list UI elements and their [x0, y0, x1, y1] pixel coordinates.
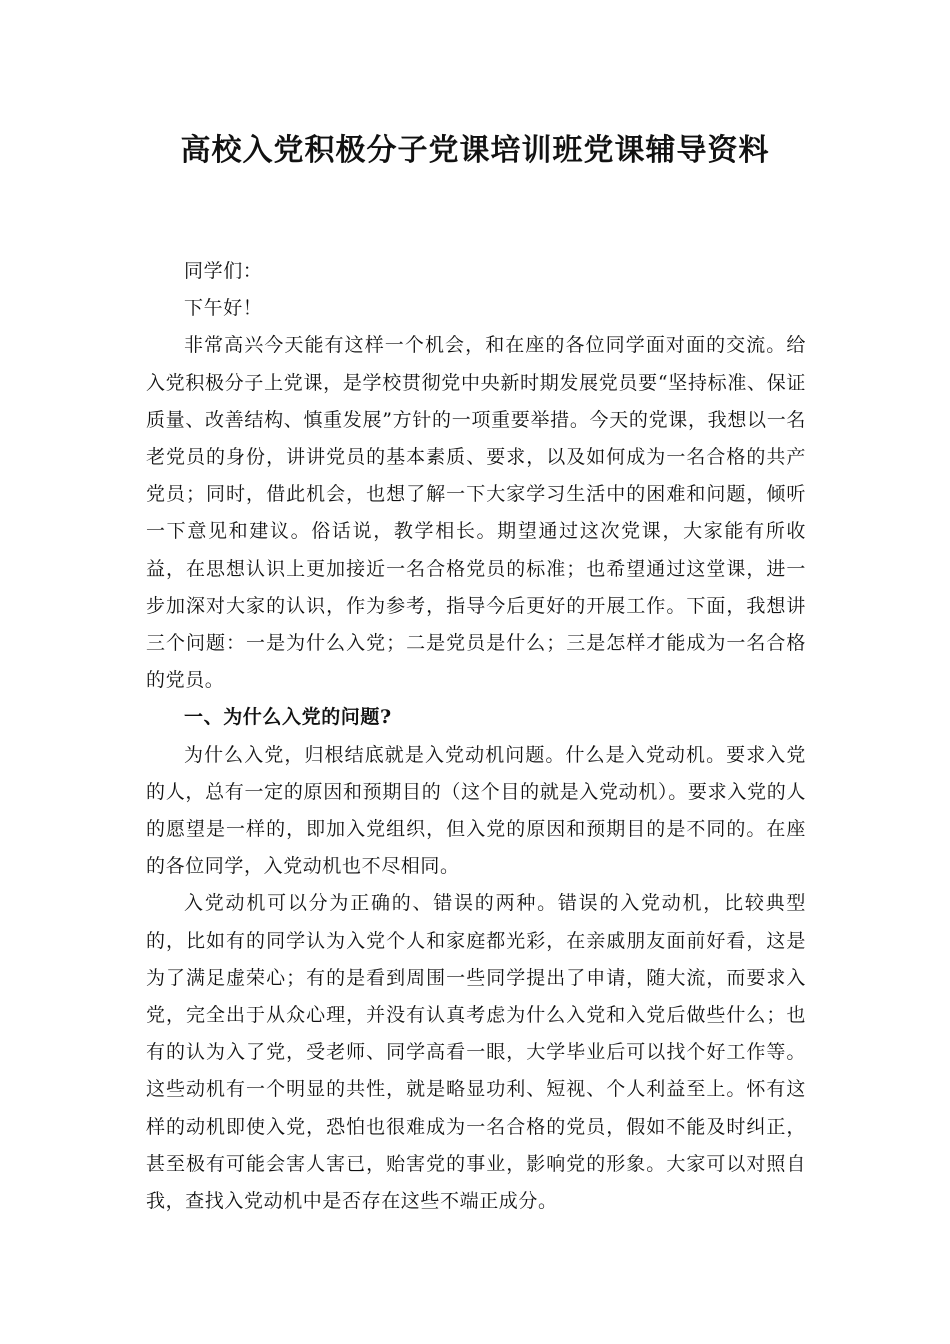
salutation: 下午好！ — [184, 297, 263, 320]
document-body — [146, 253, 806, 1220]
document-title: 高校入党积极分子党课培训班党课辅导资料 — [180, 133, 770, 168]
section-heading: 一、为什么入党的问题? — [184, 706, 392, 729]
section-paragraph: 为什么入党，归根结底就是入党动机问题。什么是入党动机。要求入党的人，总有一定的原因和预期目的（这个目的就是入党动机）。要求入党的人的愿望是一样的，即加入党组织，但入党的原因和预期目的是不同的。在座的各位同学，入党动机也不尽相同。 — [146, 743, 806, 878]
greeting: 同学们： — [184, 260, 263, 282]
section-paragraph: 入党动机可以分为正确的、错误的两种。错误的入党动机，比较典型的，比如有的同学认为入党个人和家庭都光彩，在亲戚朋友面前好看，这是为了满足虚荣心；有的是看到周围一些同学提出了申请，随大流，而要求入党，完全出于从众心理，并没有认真考虑为什么入党和入党后做些什么；也有的认为入了党，受老师、同学高看一眼，大学毕业后可以找个好工作等。这些动机有一个明显的共性，就是略显功利、短视、个人利益至上。怀有这样的动机即使入党，恐怕也很难成为一名合格的党员，假如不能及时纠正，甚至极有可能会害人害已，贻害党的事业，影响党的形象。大家可以对照自我，查找入党动机中是否存在这些不端正成分。 — [146, 892, 806, 1213]
intro-paragraph: 非常高兴今天能有这样一个机会，和在座的各位同学面对面的交流。给入党积极分子上党课，是学校贯彻党中央新时期发展党员要“坚持标准、保证质量、改善结构、慎重发展”方针的一项重要举措。今天的党课，我想以一名老党员的身份，讲讲党员的基本素质、要求，以及如何成为一名合格的共产党员；同时，借此机会，也想了解一下大家学习生活中的困难和问题，倾听一下意见和建议。俗话说，教学相长。期望通过这次党课，大家能有所收益，在思想认识上更加接近一名合格党员的标准；也希望通过这堂课，进一步加深对大家的认识，作为参考，指导今后更好的开展工作。下面，我想讲三个问题：一是为什么入党；二是党员是什么；三是怎样才能成为一名合格的党员。 — [146, 334, 806, 692]
